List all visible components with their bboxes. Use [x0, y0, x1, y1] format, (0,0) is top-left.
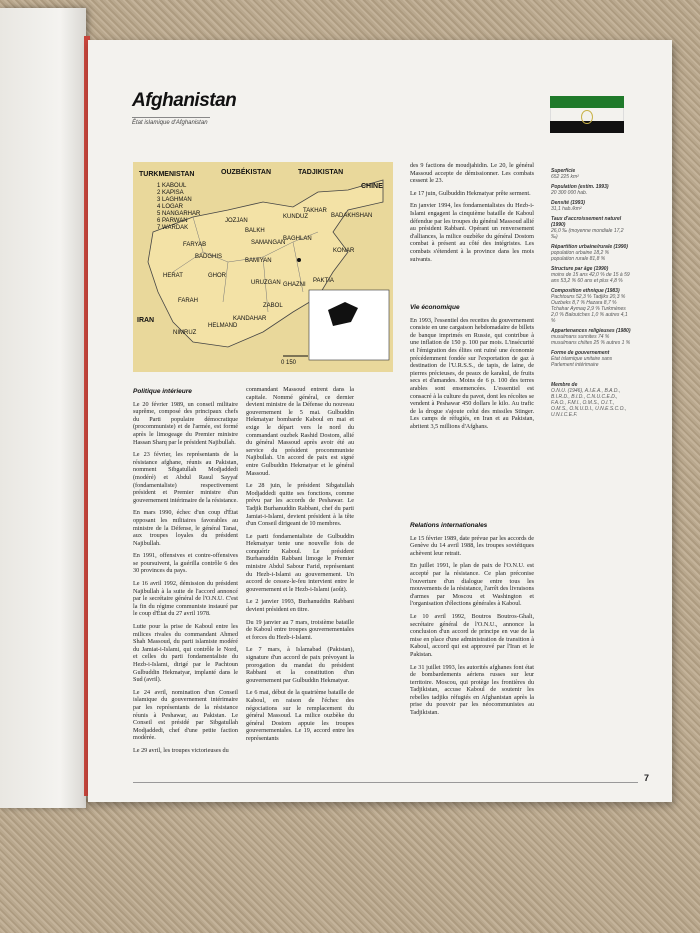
paragraph: Le 29 avril, les troupes victorieuses du: [133, 746, 229, 754]
map-province-label: GHOR: [208, 273, 226, 279]
map-country-label: TURKMENISTAN: [139, 171, 195, 178]
kabul-marker-icon: [297, 258, 301, 262]
fact-key: Répartition urbaine/rurale (1990): [551, 244, 628, 250]
paragraph: Le 23 février, les représentants de la résistance afghane, réunis au Pakistan, nomment Sibgatullah Modjaddedi (modéré) et Abdul Rasul Sayyaf (fondamentaliste) respectivement président et Premier ministre d'un gouvernement intérimaire de la résistance.: [133, 451, 238, 504]
inset-locator-map: [309, 290, 389, 360]
page-subtitle: État islamique d'Afghanistan: [132, 117, 210, 126]
map-legend-item: 4 LOGAR: [157, 204, 184, 210]
paragraph: Le 6 mai, début de la quatrième bataille de Kaboul, en raison de l'échec des négociations sur le remplacement du général Massoud. La milice ouzbèke du général Dostom appuie les troupes gouvernementales. Le 19, accord entre les représentants: [246, 689, 354, 742]
paragraph: Le 15 février 1989, date prévue par les accords de Genève du 14 avril 1988, les troupes soviétiques achèvent leur retrait.: [410, 534, 534, 557]
map-province-label: GHAZNI: [283, 282, 306, 288]
paragraph: Le 7 mars, à Islamabad (Pakistan), signature d'un accord de paix prévoyant la prorogation du mandat du président Rabbani et la constitution d'un gouvernement par Gulbuddin Hekmatyar.: [246, 646, 354, 684]
fact-value: O.N.U. (1946), A.I.E.A., B.A.D., B.I.R.D., B.I.D., C.N.U.C.E.D., F.A.O., F.M.I., O.M.S., O.I.T., O.M.S., O.N.U.D.I., U.N.E.S.C.O., U.N.I.C.E.F.: [551, 388, 627, 418]
map-country-label: IRAN: [137, 317, 155, 324]
section-heading: Vie économique: [410, 304, 460, 311]
flag: [550, 96, 624, 133]
fact-value: musulmans sunnites 74 % musulmans chiites 25 % autres 1 %: [551, 334, 631, 346]
column-politique-cont: [246, 386, 354, 748]
paragraph: Le 2 janvier 1993, Burhanuddin Rabbani devient président en titre.: [246, 598, 354, 614]
map-province-label: JOZJAN: [225, 218, 248, 224]
map-legend-item: 3 LAGHMAN: [157, 197, 192, 203]
map-legend-item: 1 KABOUL: [157, 183, 187, 189]
flag-stripe-green: [550, 96, 624, 108]
book-page: [88, 40, 672, 802]
page-number: 7: [644, 773, 650, 783]
paragraph: Du 19 janvier au 7 mars, troisième bataille de Kaboul entre troupes gouvernementales et forces du Hezb-i-Islami.: [246, 618, 354, 641]
section-heading: Relations internationales: [410, 522, 488, 529]
map-province-label: PAKTIA: [313, 278, 334, 284]
paragraph: Le 17 juin, Gulbuddin Hekmatyar prête serment.: [410, 189, 531, 197]
map-svg: [133, 162, 393, 372]
map-province-label: BAMIYAN: [245, 258, 272, 264]
paragraph: Le 24 avril, nomination d'un Conseil islamique du gouvernement intérimaire par les représentants de la résistance réunis à Peshawar, au Pakistan. Le Conseil est présidé par Sibgatullah Modjaddedi, chef d'une petite faction modérée.: [133, 688, 238, 742]
map-province-label: BAGHLAN: [283, 236, 312, 242]
fact-key: Population (estim. 1993): [551, 184, 609, 190]
page-title: Afghanistan: [132, 90, 237, 111]
fact-value: moins de 15 ans 42,0 % de 15 à 59 ans 53,2 % 60 ans et plus 4,8 %: [551, 272, 630, 284]
map-province-label: FARAH: [178, 298, 199, 304]
fact-key: Superficie: [551, 168, 576, 174]
fact-key: Membre de: [551, 382, 578, 388]
map-legend-item: 6 PARWAN: [157, 218, 188, 224]
paragraph: Le 10 avril 1992, Boutros Boutros-Ghali, secrétaire général de l'O.N.U., annonce la conclusion d'un accord de principe en vue de la mise en place d'une administration de transition à Kaboul, accord qui est approuvé par l'Iran et le Pakistan.: [410, 612, 534, 658]
map-province-label: TAKHAR: [303, 208, 327, 214]
country-map: [133, 162, 393, 372]
paragraph: Le 28 juin, le président Sibgatullah Modjaddedi quitte ses fonctions, comme prévu par les accords de Peshawar. Le Tadjik Burhanuddin Rabbani, chef du parti Jamiat-i-Islami, devient président à la tête d'un Conseil dirigeant de 10 membres.: [246, 482, 354, 528]
paragraph: Le 20 février 1989, un conseil militaire suprême, composé des principaux chefs du Parti populaire démocratique (procommuniste) et de l'armée, est formé après le limogeage du Premier ministre Hassan Sharq par le président Najibullah.: [133, 400, 238, 446]
column-relations: [410, 520, 534, 722]
paragraph: En 1993, l'essentiel des recettes du gouvernement consiste en une cargaison hebdomadaire de billets de banque imprimés en Russie, qui contribue à une inflation de 150 p. 100 par mois. L'insécurité et l'émigration des élites ont ruiné une économie précédemment fondée sur l'exportation de gaz à destination de l'U.R.S.S., de tapis, de laine, de pierres précieuses, de peaux de karakul, de fruits secs et d'amandes. Moins de 6 p. 100 des terres arables sont ensemencées. L'essentiel est consacré à la culture du pavot, dont les récoltes se vendent à Peshawar 450 dollars le kilo. Au trafic de la drogue s'ajoute celui des missiles Stinger. Les camps de réfugiés, en Iran et au Pakistan, abritent 3,5 millions d'Afghans.: [410, 316, 534, 430]
map-province-label: KANDAHAR: [233, 316, 267, 322]
fact-value: 652 225 km²: [551, 174, 579, 180]
fact-key: Structure par âge (1990): [551, 266, 609, 272]
paragraph: En juillet 1991, le plan de paix de l'O.N.U. est accepté par la résistance. Ce plan préconise l'ouverture d'un dialogue entre tous les mouvements de la résistance, l'arrêt des livraisons d'armes par Moscou et Washington et l'organisation d'élections générales à Kaboul.: [410, 562, 534, 608]
fact-key: Composition ethnique (1983): [551, 288, 620, 294]
section-heading: Politique intérieure: [133, 388, 192, 395]
map-province-label: KUNDUZ: [283, 214, 308, 220]
fact-key: Densité (1993): [551, 200, 585, 206]
map-legend-item: 7 WARDAK: [157, 225, 189, 231]
paragraph: commandant Massoud entrent dans la capitale. Nommé général, ce dernier devient ministre de la Défense du nouveau gouvernement le 5 mai. Gulbuddin Hekmatyar bombarde Kaboul en mai et exige le départ vers le nord du commandant ouzbek Rashid Dostom, allié du général Massoud après avoir été au service du président procommuniste Najibullah. Un accord de paix est signé entre Gulbuddin Hekmatyar et le général Massoud.: [246, 386, 354, 477]
fact-value: État islamique unitaire sans Parlement intérimaire: [551, 356, 613, 368]
map-province-label: KONAR: [333, 248, 355, 254]
column-politique: [133, 386, 238, 760]
paragraph: Le 31 juillet 1993, les autorités afghanes font état de bombardements aériens russes sur leur territoire. Moscou, qui protège les frontières du Tadjikistan, accuse Kaboul de soutenir les rebelles tadjiks réfugiés en Afghanistan après la prise du pouvoir par les néocommunistes au Tadjikistan.: [410, 663, 534, 717]
map-province-label: BADAKHSHAN: [331, 213, 373, 219]
left-page: [0, 8, 86, 808]
map-legend-item: 2 KAPISA: [157, 190, 184, 196]
paragraph: En janvier 1994, les fondamentalistes du Hezb-i-Islami engagent la cinquième bataille de Kaboul défendue par les troupes du général Massoud allié au président Rabbani. Opérant un renversement d'alliances, la milice ouzbèke du général Dostom combat à présent au côté des intégristes. Les combats s'étendent à la province dans les mois suivants.: [410, 202, 534, 263]
map-province-label: BADGHIS: [195, 254, 223, 260]
fact-sidebar: [551, 164, 631, 418]
map-province-label: HERAT: [163, 273, 183, 279]
map-province-label: FARYAB: [183, 242, 207, 248]
paragraph: En mars 1990, échec d'un coup d'État opposant les militaires favorables au ministre de la Défense, le général Tanai, aux troupes loyales du président Najibullah.: [133, 509, 238, 547]
fact-key: Taux d'accroissement naturel (1990): [551, 216, 622, 228]
paragraph: En 1991, offensives et contre-offensives se poursuivent, la guérilla contrôle 6 des 30 provinces du pays.: [133, 552, 238, 575]
map-province-label: ZABOL: [263, 303, 283, 309]
map-province-label: NIMRUZ: [173, 330, 197, 336]
map-province-label: SAMANGAN: [251, 240, 286, 246]
paragraph: Le parti fondamentaliste de Gulbuddin Hekmatyar tente une nouvelle fois de conquérir Kaboul. Le président Burhanuddin Rabbani limoge le Premier ministre Abdul Sabour Farid, représentant du Hezb-i-Islami au gouvernement. Un accord de cessez-le-feu intervient entre le gouvernement et le Hezb-i-Islami (août).: [246, 532, 354, 593]
fact-value: population urbaine 18,2 % population rurale 81,8 %: [551, 250, 610, 262]
scale-label: 0 150: [281, 360, 297, 366]
column-politique-end: [410, 162, 534, 268]
fact-value: 20 300 000 hab.: [551, 190, 588, 196]
map-province-label: HELMAND: [208, 323, 238, 329]
fact-value: Pachtouns 52,3 % Tadjiks 20,3 % Ouzbeks 8,7 % Hazara 8,7 % Tchahar Aymaq 2,9 % Turkmènes 2,0 % Baloutches 1,0 % autres 4,1 %: [551, 294, 628, 324]
map-province-label: URUZGAN: [251, 280, 281, 286]
fact-key: Forme de gouvernement: [551, 350, 610, 356]
paragraph: Lutte pour la prise de Kaboul entre les milices rivales du commandant Ahmed Shah Massoud, du parti islamiste modéré du Jamiat-i-Islami, qui contrôle le Nord, et celles du parti fondamentaliste du Hezb-i-Islami, dirigé par le Pachtoun Gulbuddin Hekmatyar, implanté dans le Sud (avril).: [133, 623, 238, 684]
map-province-label: BALKH: [245, 228, 265, 234]
paragraph: Le 16 avril 1992, démission du président Najibullah à la suite de l'accord annoncé par le secrétaire général de l'O.N.U. C'est la fin du régime communiste instauré par le coup d'État du 27 avril 1978.: [133, 580, 238, 618]
map-country-label: OUZBÉKISTAN: [221, 169, 272, 176]
footer-rule: [133, 782, 638, 783]
map-legend-item: 5 NANGARHAR: [157, 211, 201, 217]
fact-key: Appartenances religieuses (1980): [551, 328, 631, 334]
map-country-label: TADJIKISTAN: [298, 169, 344, 176]
column-economie: [410, 302, 534, 436]
fact-value: 31,1 hab./km²: [551, 206, 582, 212]
map-country-label: CHINE: [361, 183, 383, 190]
paragraph: des 9 factions de moudjahidin. Le 20, le général Massoud accepte de démissionner. Les combats cessent le 23.: [410, 162, 534, 185]
fact-value: 26,0 ‰ (moyenne mondiale 17,2 ‰): [551, 228, 624, 240]
